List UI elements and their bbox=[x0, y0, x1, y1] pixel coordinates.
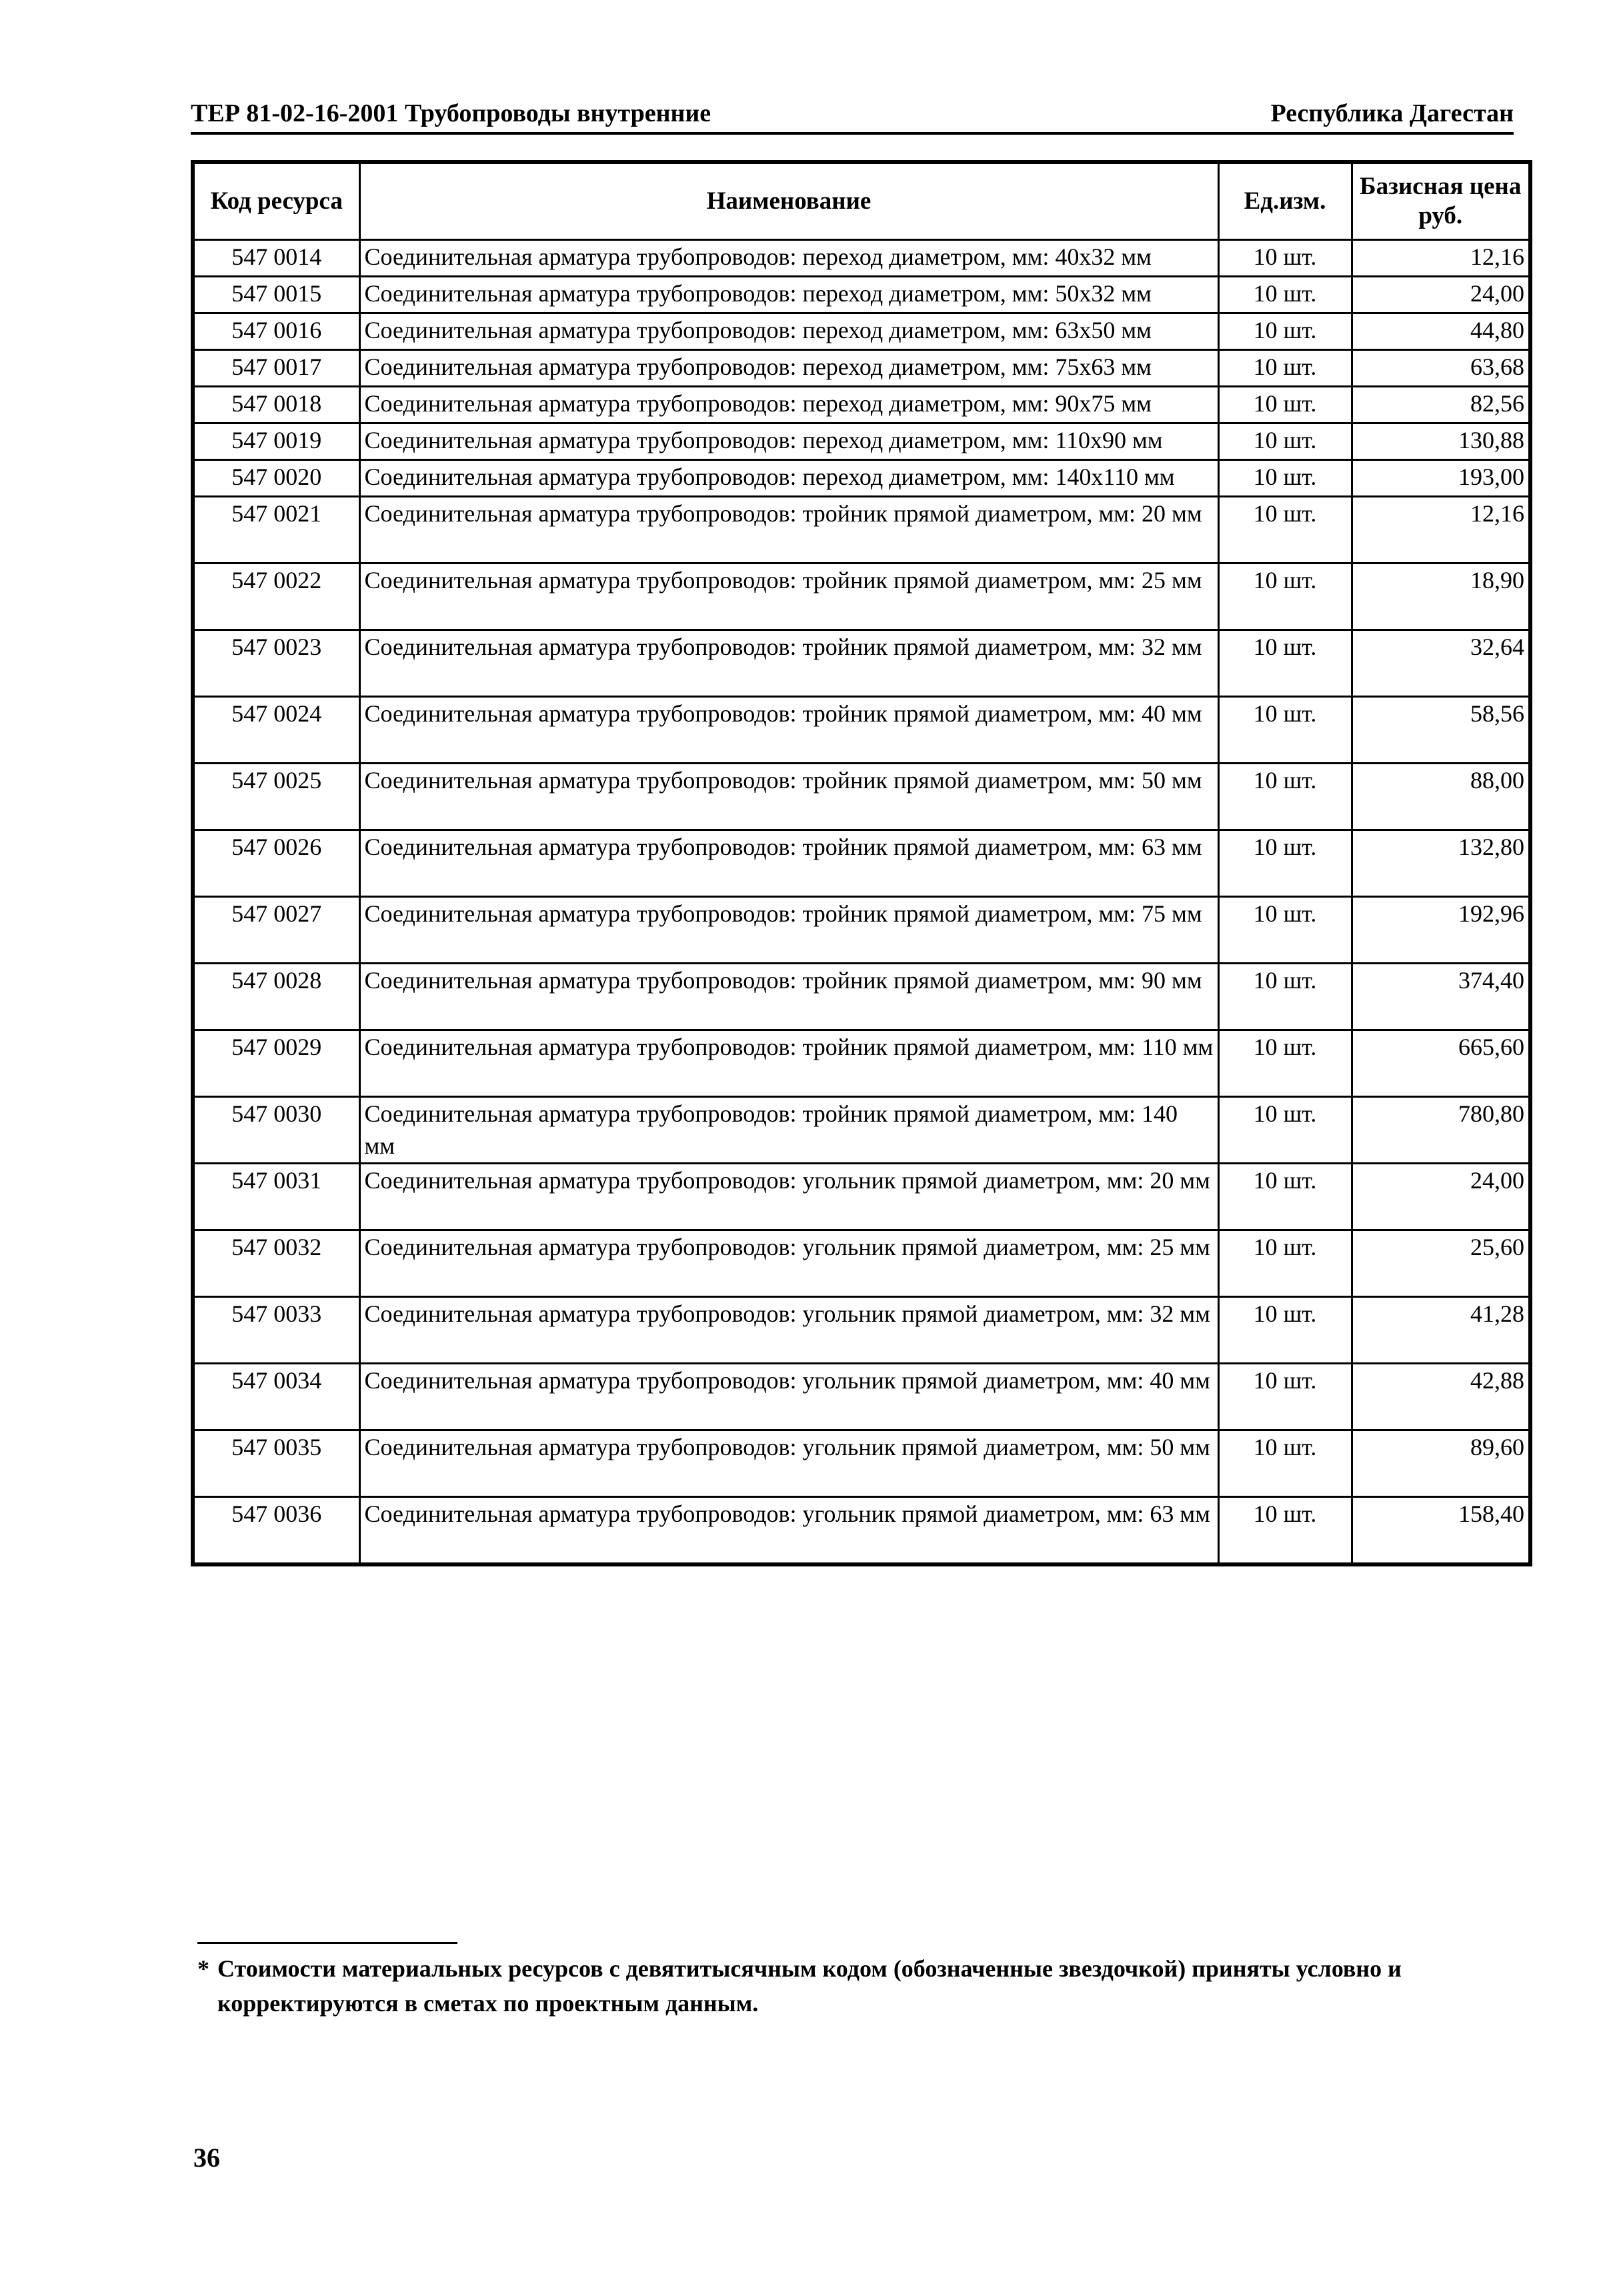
table-header-row bbox=[193, 162, 1530, 240]
cell-unit: 10 шт. bbox=[1218, 830, 1352, 897]
cell-name: Соединительная арматура трубопроводов: переход диаметром, мм: 90х75 мм bbox=[359, 387, 1218, 423]
column-header-unit: Ед.изм. bbox=[1218, 162, 1352, 240]
cell-code: 547 0033 bbox=[193, 1297, 359, 1364]
table-row bbox=[193, 1297, 1530, 1364]
cell-name: Соединительная арматура трубопроводов: тройник прямой диаметром, мм: 75 мм bbox=[359, 897, 1218, 964]
region-name: Республика Дагестан bbox=[1270, 99, 1514, 127]
page-header bbox=[191, 99, 1514, 135]
cell-code: 547 0036 bbox=[193, 1497, 359, 1565]
cell-code: 547 0031 bbox=[193, 1164, 359, 1230]
cell-price: 41,28 bbox=[1352, 1297, 1530, 1364]
cell-price: 58,56 bbox=[1352, 697, 1530, 764]
cell-code: 547 0035 bbox=[193, 1430, 359, 1497]
cell-unit: 10 шт. bbox=[1218, 313, 1352, 350]
cell-name: Соединительная арматура трубопроводов: тройник прямой диаметром, мм: 110 мм bbox=[359, 1030, 1218, 1097]
cell-unit: 10 шт. bbox=[1218, 764, 1352, 830]
page-number: 36 bbox=[193, 2143, 220, 2173]
resource-table bbox=[191, 160, 1532, 1566]
cell-name: Соединительная арматура трубопроводов: переход диаметром, мм: 140х110 мм bbox=[359, 460, 1218, 497]
cell-name: Соединительная арматура трубопроводов: тройник прямой диаметром, мм: 50 мм bbox=[359, 764, 1218, 830]
table-row bbox=[193, 1164, 1530, 1230]
cell-code: 547 0017 bbox=[193, 350, 359, 387]
cell-price: 12,16 bbox=[1352, 497, 1530, 563]
table-row bbox=[193, 1030, 1530, 1097]
cell-price: 665,60 bbox=[1352, 1030, 1530, 1097]
cell-code: 547 0019 bbox=[193, 423, 359, 460]
table-row bbox=[193, 697, 1530, 764]
cell-price: 24,00 bbox=[1352, 1164, 1530, 1230]
column-header-name: Наименование bbox=[359, 162, 1218, 240]
cell-code: 547 0032 bbox=[193, 1230, 359, 1297]
cell-price: 132,80 bbox=[1352, 830, 1530, 897]
cell-price: 193,00 bbox=[1352, 460, 1530, 497]
table-row bbox=[193, 964, 1530, 1030]
cell-name: Соединительная арматура трубопроводов: угольник прямой диаметром, мм: 32 мм bbox=[359, 1297, 1218, 1364]
cell-code: 547 0014 bbox=[193, 240, 359, 277]
cell-code: 547 0027 bbox=[193, 897, 359, 964]
cell-unit: 10 шт. bbox=[1218, 350, 1352, 387]
cell-price: 88,00 bbox=[1352, 764, 1530, 830]
cell-name: Соединительная арматура трубопроводов: угольник прямой диаметром, мм: 63 мм bbox=[359, 1497, 1218, 1565]
cell-price: 42,88 bbox=[1352, 1364, 1530, 1430]
cell-name: Соединительная арматура трубопроводов: угольник прямой диаметром, мм: 20 мм bbox=[359, 1164, 1218, 1230]
cell-name: Соединительная арматура трубопроводов: переход диаметром, мм: 75х63 мм bbox=[359, 350, 1218, 387]
document-title: ТЕР 81-02-16-2001 Трубопроводы внутренние bbox=[191, 99, 711, 127]
cell-code: 547 0025 bbox=[193, 764, 359, 830]
table-row bbox=[193, 1230, 1530, 1297]
cell-unit: 10 шт. bbox=[1218, 387, 1352, 423]
cell-code: 547 0028 bbox=[193, 964, 359, 1030]
cell-code: 547 0034 bbox=[193, 1364, 359, 1430]
cell-unit: 10 шт. bbox=[1218, 1297, 1352, 1364]
cell-code: 547 0018 bbox=[193, 387, 359, 423]
cell-code: 547 0021 bbox=[193, 497, 359, 563]
cell-name: Соединительная арматура трубопроводов: тройник прямой диаметром, мм: 140 мм bbox=[359, 1097, 1218, 1164]
cell-unit: 10 шт. bbox=[1218, 1430, 1352, 1497]
footnote-rule bbox=[197, 1942, 457, 1944]
table-row bbox=[193, 350, 1530, 387]
footnote-star: * bbox=[197, 1955, 209, 1982]
cell-code: 547 0024 bbox=[193, 697, 359, 764]
cell-name: Соединительная арматура трубопроводов: тройник прямой диаметром, мм: 20 мм bbox=[359, 497, 1218, 563]
table-row bbox=[193, 1430, 1530, 1497]
cell-code: 547 0016 bbox=[193, 313, 359, 350]
footnote-line-1 bbox=[197, 1951, 1504, 1986]
cell-name: Соединительная арматура трубопроводов: тройник прямой диаметром, мм: 25 мм bbox=[359, 563, 1218, 630]
cell-unit: 10 шт. bbox=[1218, 897, 1352, 964]
cell-price: 18,90 bbox=[1352, 563, 1530, 630]
cell-unit: 10 шт. bbox=[1218, 423, 1352, 460]
cell-unit: 10 шт. bbox=[1218, 1030, 1352, 1097]
table-row bbox=[193, 423, 1530, 460]
footnote bbox=[197, 1951, 1504, 2021]
cell-unit: 10 шт. bbox=[1218, 240, 1352, 277]
table-row bbox=[193, 1097, 1530, 1164]
table-row bbox=[193, 764, 1530, 830]
cell-unit: 10 шт. bbox=[1218, 1097, 1352, 1164]
cell-code: 547 0023 bbox=[193, 630, 359, 697]
cell-price: 374,40 bbox=[1352, 964, 1530, 1030]
cell-unit: 10 шт. bbox=[1218, 460, 1352, 497]
cell-price: 158,40 bbox=[1352, 1497, 1530, 1565]
table-row bbox=[193, 563, 1530, 630]
cell-name: Соединительная арматура трубопроводов: тройник прямой диаметром, мм: 63 мм bbox=[359, 830, 1218, 897]
table-row bbox=[193, 897, 1530, 964]
cell-unit: 10 шт. bbox=[1218, 964, 1352, 1030]
cell-price: 192,96 bbox=[1352, 897, 1530, 964]
table-row bbox=[193, 497, 1530, 563]
table-row bbox=[193, 313, 1530, 350]
cell-name: Соединительная арматура трубопроводов: угольник прямой диаметром, мм: 40 мм bbox=[359, 1364, 1218, 1430]
cell-name: Соединительная арматура трубопроводов: переход диаметром, мм: 50х32 мм bbox=[359, 277, 1218, 313]
cell-unit: 10 шт. bbox=[1218, 697, 1352, 764]
cell-name: Соединительная арматура трубопроводов: тройник прямой диаметром, мм: 40 мм bbox=[359, 697, 1218, 764]
table-row bbox=[193, 830, 1530, 897]
cell-price: 130,88 bbox=[1352, 423, 1530, 460]
cell-name: Соединительная арматура трубопроводов: угольник прямой диаметром, мм: 50 мм bbox=[359, 1430, 1218, 1497]
cell-name: Соединительная арматура трубопроводов: переход диаметром, мм: 63х50 мм bbox=[359, 313, 1218, 350]
column-header-price: Базисная цена руб. bbox=[1352, 162, 1530, 240]
cell-name: Соединительная арматура трубопроводов: тройник прямой диаметром, мм: 32 мм bbox=[359, 630, 1218, 697]
cell-unit: 10 шт. bbox=[1218, 1497, 1352, 1565]
cell-name: Соединительная арматура трубопроводов: угольник прямой диаметром, мм: 25 мм bbox=[359, 1230, 1218, 1297]
cell-unit: 10 шт. bbox=[1218, 1230, 1352, 1297]
cell-code: 547 0026 bbox=[193, 830, 359, 897]
table-row bbox=[193, 277, 1530, 313]
cell-code: 547 0020 bbox=[193, 460, 359, 497]
cell-price: 82,56 bbox=[1352, 387, 1530, 423]
cell-price: 25,60 bbox=[1352, 1230, 1530, 1297]
cell-price: 24,00 bbox=[1352, 277, 1530, 313]
cell-price: 12,16 bbox=[1352, 240, 1530, 277]
footnote-line-2: корректируются в сметах по проектным данным. bbox=[217, 1990, 759, 2017]
table-row bbox=[193, 240, 1530, 277]
cell-code: 547 0015 bbox=[193, 277, 359, 313]
cell-code: 547 0022 bbox=[193, 563, 359, 630]
table-row bbox=[193, 1364, 1530, 1430]
cell-name: Соединительная арматура трубопроводов: переход диаметром, мм: 110х90 мм bbox=[359, 423, 1218, 460]
footnote-text-1: Стоимости материальных ресурсов с девятитысячным кодом (обозначенные звездочкой) приняты условно и bbox=[217, 1955, 1402, 1982]
cell-code: 547 0029 bbox=[193, 1030, 359, 1097]
cell-price: 63,68 bbox=[1352, 350, 1530, 387]
cell-price: 780,80 bbox=[1352, 1097, 1530, 1164]
cell-unit: 10 шт. bbox=[1218, 1364, 1352, 1430]
table-row bbox=[193, 387, 1530, 423]
cell-unit: 10 шт. bbox=[1218, 1164, 1352, 1230]
cell-name: Соединительная арматура трубопроводов: переход диаметром, мм: 40х32 мм bbox=[359, 240, 1218, 277]
cell-price: 44,80 bbox=[1352, 313, 1530, 350]
cell-name: Соединительная арматура трубопроводов: тройник прямой диаметром, мм: 90 мм bbox=[359, 964, 1218, 1030]
cell-unit: 10 шт. bbox=[1218, 563, 1352, 630]
cell-unit: 10 шт. bbox=[1218, 497, 1352, 563]
cell-price: 32,64 bbox=[1352, 630, 1530, 697]
cell-code: 547 0030 bbox=[193, 1097, 359, 1164]
table-row bbox=[193, 460, 1530, 497]
cell-price: 89,60 bbox=[1352, 1430, 1530, 1497]
table-row bbox=[193, 1497, 1530, 1565]
column-header-code: Код ресурса bbox=[193, 162, 359, 240]
table-row bbox=[193, 630, 1530, 697]
cell-unit: 10 шт. bbox=[1218, 277, 1352, 313]
cell-unit: 10 шт. bbox=[1218, 630, 1352, 697]
